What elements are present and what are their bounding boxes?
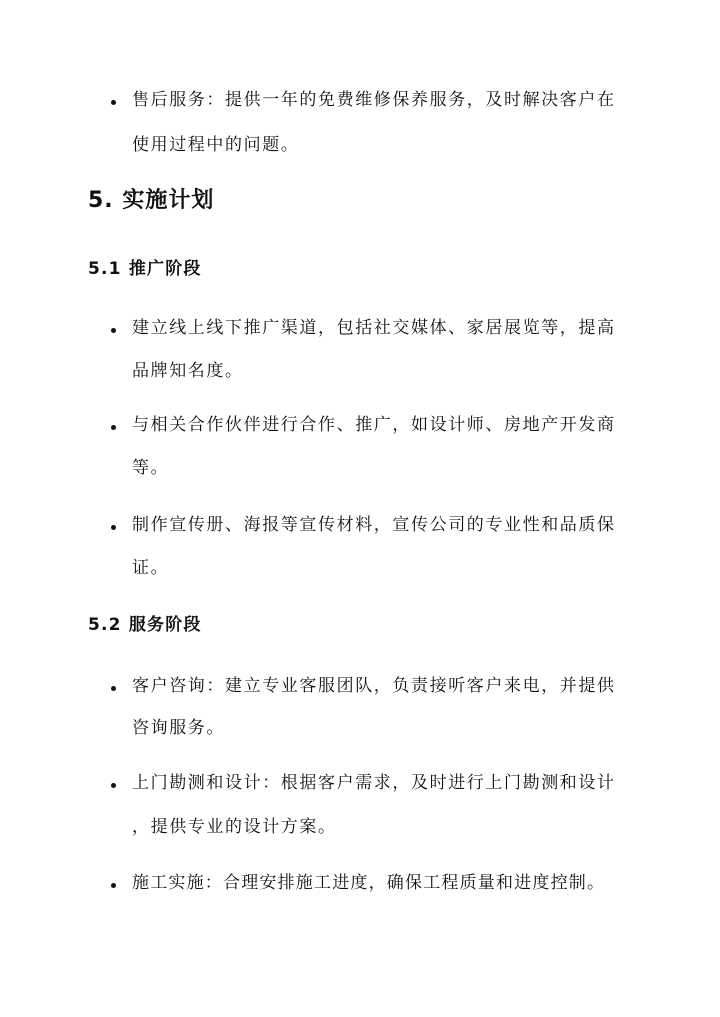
bullet-dot (111, 883, 116, 888)
list-item-text-line: 品牌知名度。 (132, 361, 244, 381)
list-item-text-line: 客户咨询：建立专业客服团队，负责接听客户来电，并提供 (132, 676, 616, 696)
list-item-text-line: 施工实施：合理安排施工进度，确保工程质量和进度控制。 (132, 873, 606, 893)
list-item-text-line: 等。 (132, 458, 170, 478)
bullet-dot (111, 425, 116, 430)
list-item-text-line: 与相关合作伙伴进行合作、推广，如设计师、房地产开发商 (132, 415, 616, 435)
bullet-dot (111, 525, 116, 530)
section-heading: 5. 实施计划 (88, 188, 215, 213)
bullet-dot (111, 686, 116, 691)
list-item-text-line: ，提供专业的设计方案。 (132, 817, 337, 837)
list-item-text-line: 建立线上线下推广渠道，包括社交媒体、家居展览等，提高 (132, 318, 616, 338)
subsection-heading: 5.1 推广阶段 (88, 259, 202, 279)
subsection-heading: 5.2 服务阶段 (88, 615, 202, 635)
list-item-text-line: 证。 (132, 558, 170, 578)
list-item-text-line: 咨询服务。 (132, 718, 225, 738)
bullet-dot (111, 783, 116, 788)
bullet-dot (111, 328, 116, 333)
list-item-text-line: 售后服务：提供一年的免费维修保养服务，及时解决客户在 (132, 90, 616, 110)
list-item-text-line: 使用过程中的问题。 (132, 135, 300, 155)
list-item-text-line: 制作宣传册、海报等宣传材料，宣传公司的专业性和品质保 (132, 515, 616, 535)
list-item-text-line: 上门勘测和设计：根据客户需求，及时进行上门勘测和设计 (132, 773, 616, 793)
bullet-dot (111, 100, 116, 105)
